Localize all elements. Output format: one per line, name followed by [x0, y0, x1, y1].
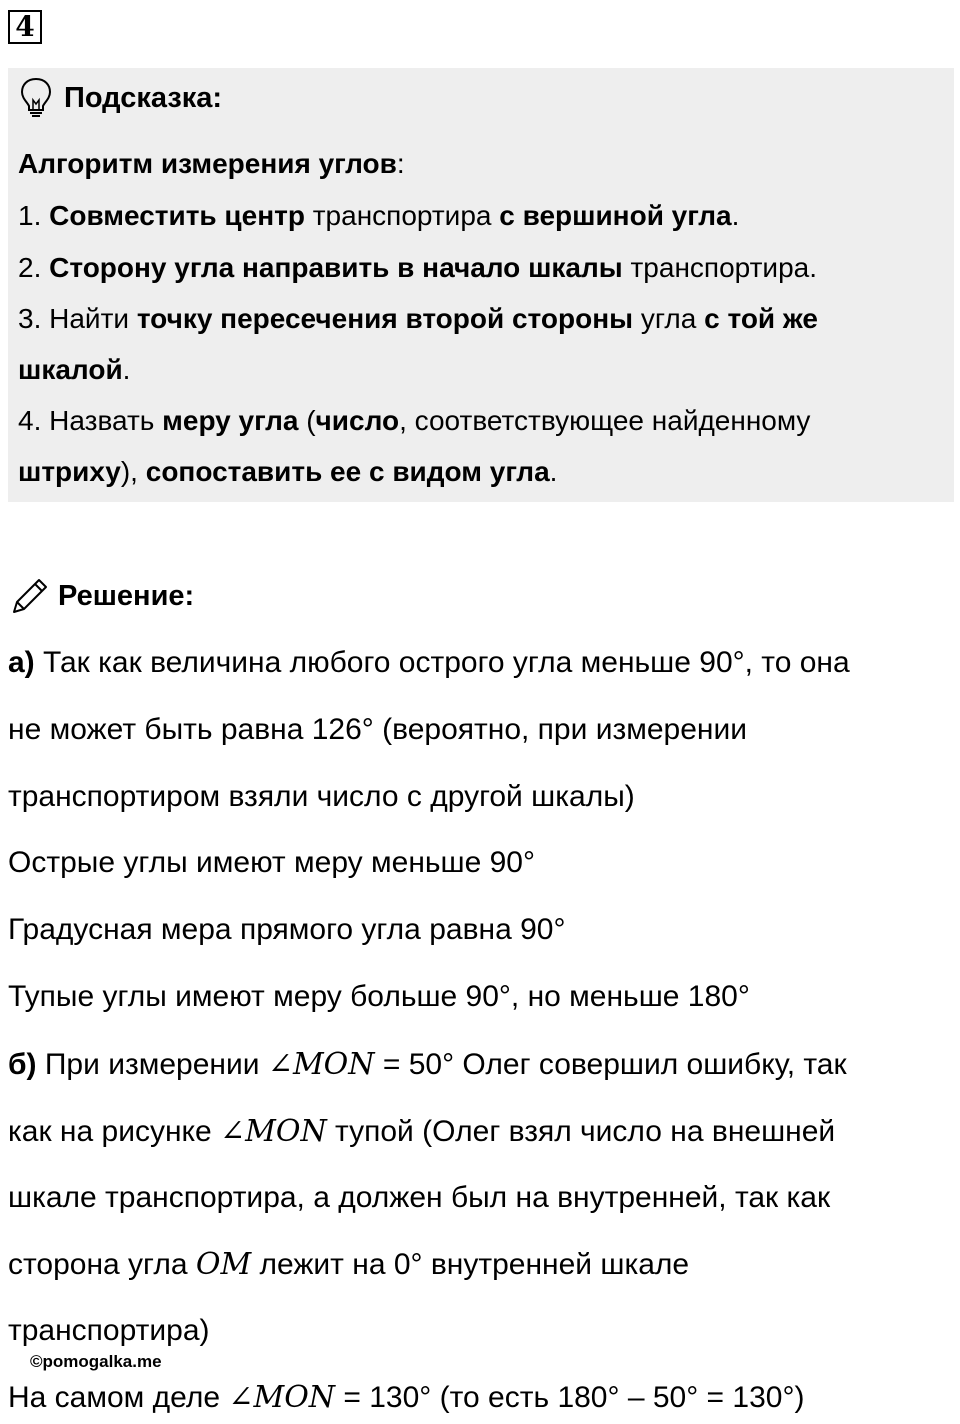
step-2: 2. Сторону угла направить в начало шкалы транспортира. [18, 252, 817, 283]
solution-b-line-6: На самом деле ∠MON = 130° (то есть 180° – 50° = 130°) [8, 1380, 805, 1415]
lightbulb-icon [18, 76, 54, 120]
hint-title: Подсказка: [64, 82, 223, 114]
step-4-cont: штриху), сопоставить ее с видом угла. [18, 456, 558, 487]
pencil-icon [8, 574, 52, 618]
solution-a-line-6: Тупые углы имеют меру больше 90°, но меньше 180° [8, 980, 750, 1013]
solution-a-line-1: а) Так как величина любого острого угла меньше 90°, то она [8, 646, 850, 679]
step-3-cont: шкалой. [18, 354, 131, 385]
task-number: 4 [8, 10, 42, 44]
solution-b-line-5: транспортира) [8, 1314, 210, 1347]
watermark: ©pomogalka.me [30, 1352, 162, 1371]
solution-a-line-4: Острые углы имеют меру меньше 90° [8, 846, 535, 879]
solution-title: Решение: [58, 580, 195, 612]
solution-a-line-2: не может быть равна 126° (вероятно, при измерении [8, 713, 747, 746]
solution-b-line-3: шкале транспортира, а должен был на внутренней, так как [8, 1181, 831, 1214]
algorithm-title: Алгоритм измерения углов: [18, 148, 405, 179]
solution-b-line-2: как на рисунке ∠MON тупой (Олег взял число на внешней [8, 1114, 836, 1149]
solution-b-line-1: б) При измерении ∠MON = 50° Олег совершил ошибку, так [8, 1047, 847, 1082]
solution-a-line-3: транспортиром взяли число с другой шкалы) [8, 780, 635, 813]
step-1: 1. Совместить центр транспортира с вершиной угла. [18, 200, 740, 231]
solution-b-line-4: сторона угла OM лежит на 0° внутренней шкале [8, 1247, 690, 1282]
step-4: 4. Назвать меру угла (число, соответствующее найденному [18, 405, 811, 436]
solution-a-line-5: Градусная мера прямого угла равна 90° [8, 913, 566, 946]
step-3: 3. Найти точку пересечения второй стороны угла с той же [18, 303, 818, 334]
